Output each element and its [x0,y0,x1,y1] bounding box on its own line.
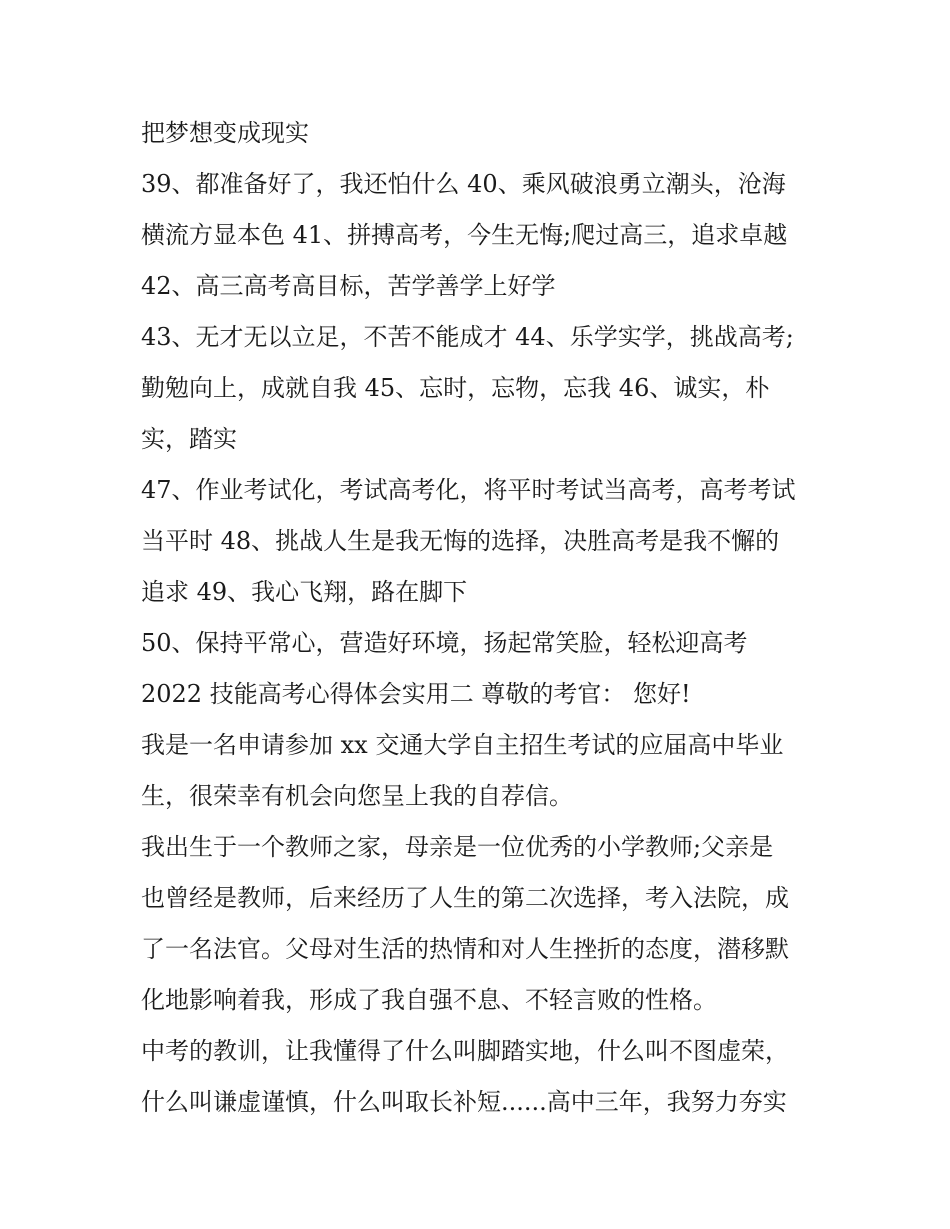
text-line: 39、都准备好了，我还怕什么 40、乘风破浪勇立潮头，沧海 [141,170,786,198]
text-line: 了一名法官。父母对生活的热情和对人生挫折的态度，潜移默 [141,935,789,963]
text-line: 47、作业考试化，考试高考化，将平时考试当高考，高考考试 [141,476,796,504]
text-line: 追求 49、我心飞翔，路在脚下 [141,578,468,606]
text-line: 横流方显本色 41、拼搏高考，今生无悔;爬过高三，追求卓越 [141,221,788,249]
text-line: 42、高三高考高目标，苦学善学上好学 [141,272,556,300]
text-line: 中考的教训，让我懂得了什么叫脚踏实地，什么叫不图虚荣， [141,1037,789,1065]
section-heading-line: 2022 技能高考心得体会实用二 尊敬的考官： 您好! [141,680,691,708]
text-line: 也曾经是教师，后来经历了人生的第二次选择，考入法院，成 [141,884,789,912]
text-line: 什么叫谦虚谨慎，什么叫取长补短......高中三年，我努力夯实 [141,1088,787,1116]
text-line: 化地影响着我，形成了我自强不息、不轻言败的性格。 [141,986,717,1014]
text-line: 50、保持平常心，营造好环境，扬起常笑脸，轻松迎高考 [141,629,748,657]
document-body [141,108,821,1128]
text-line: 43、无才无以立足，不苦不能成才 44、乐学实学，挑战高考; [141,323,794,351]
text-line: 实，踏实 [141,425,237,453]
text-line: 我是一名申请参加 xx 交通大学自主招生考试的应届高中毕业 [141,731,784,759]
text-line: 生，很荣幸有机会向您呈上我的自荐信。 [141,782,573,810]
text-line: 把梦想变成现实 [141,119,309,147]
text-line: 我出生于一个教师之家，母亲是一位优秀的小学教师;父亲是 [141,833,774,861]
text-line: 勤勉向上，成就自我 45、忘时，忘物，忘我 46、诚实，朴 [141,374,770,402]
text-line: 当平时 48、挑战人生是我无悔的选择，决胜高考是我不懈的 [141,527,780,555]
